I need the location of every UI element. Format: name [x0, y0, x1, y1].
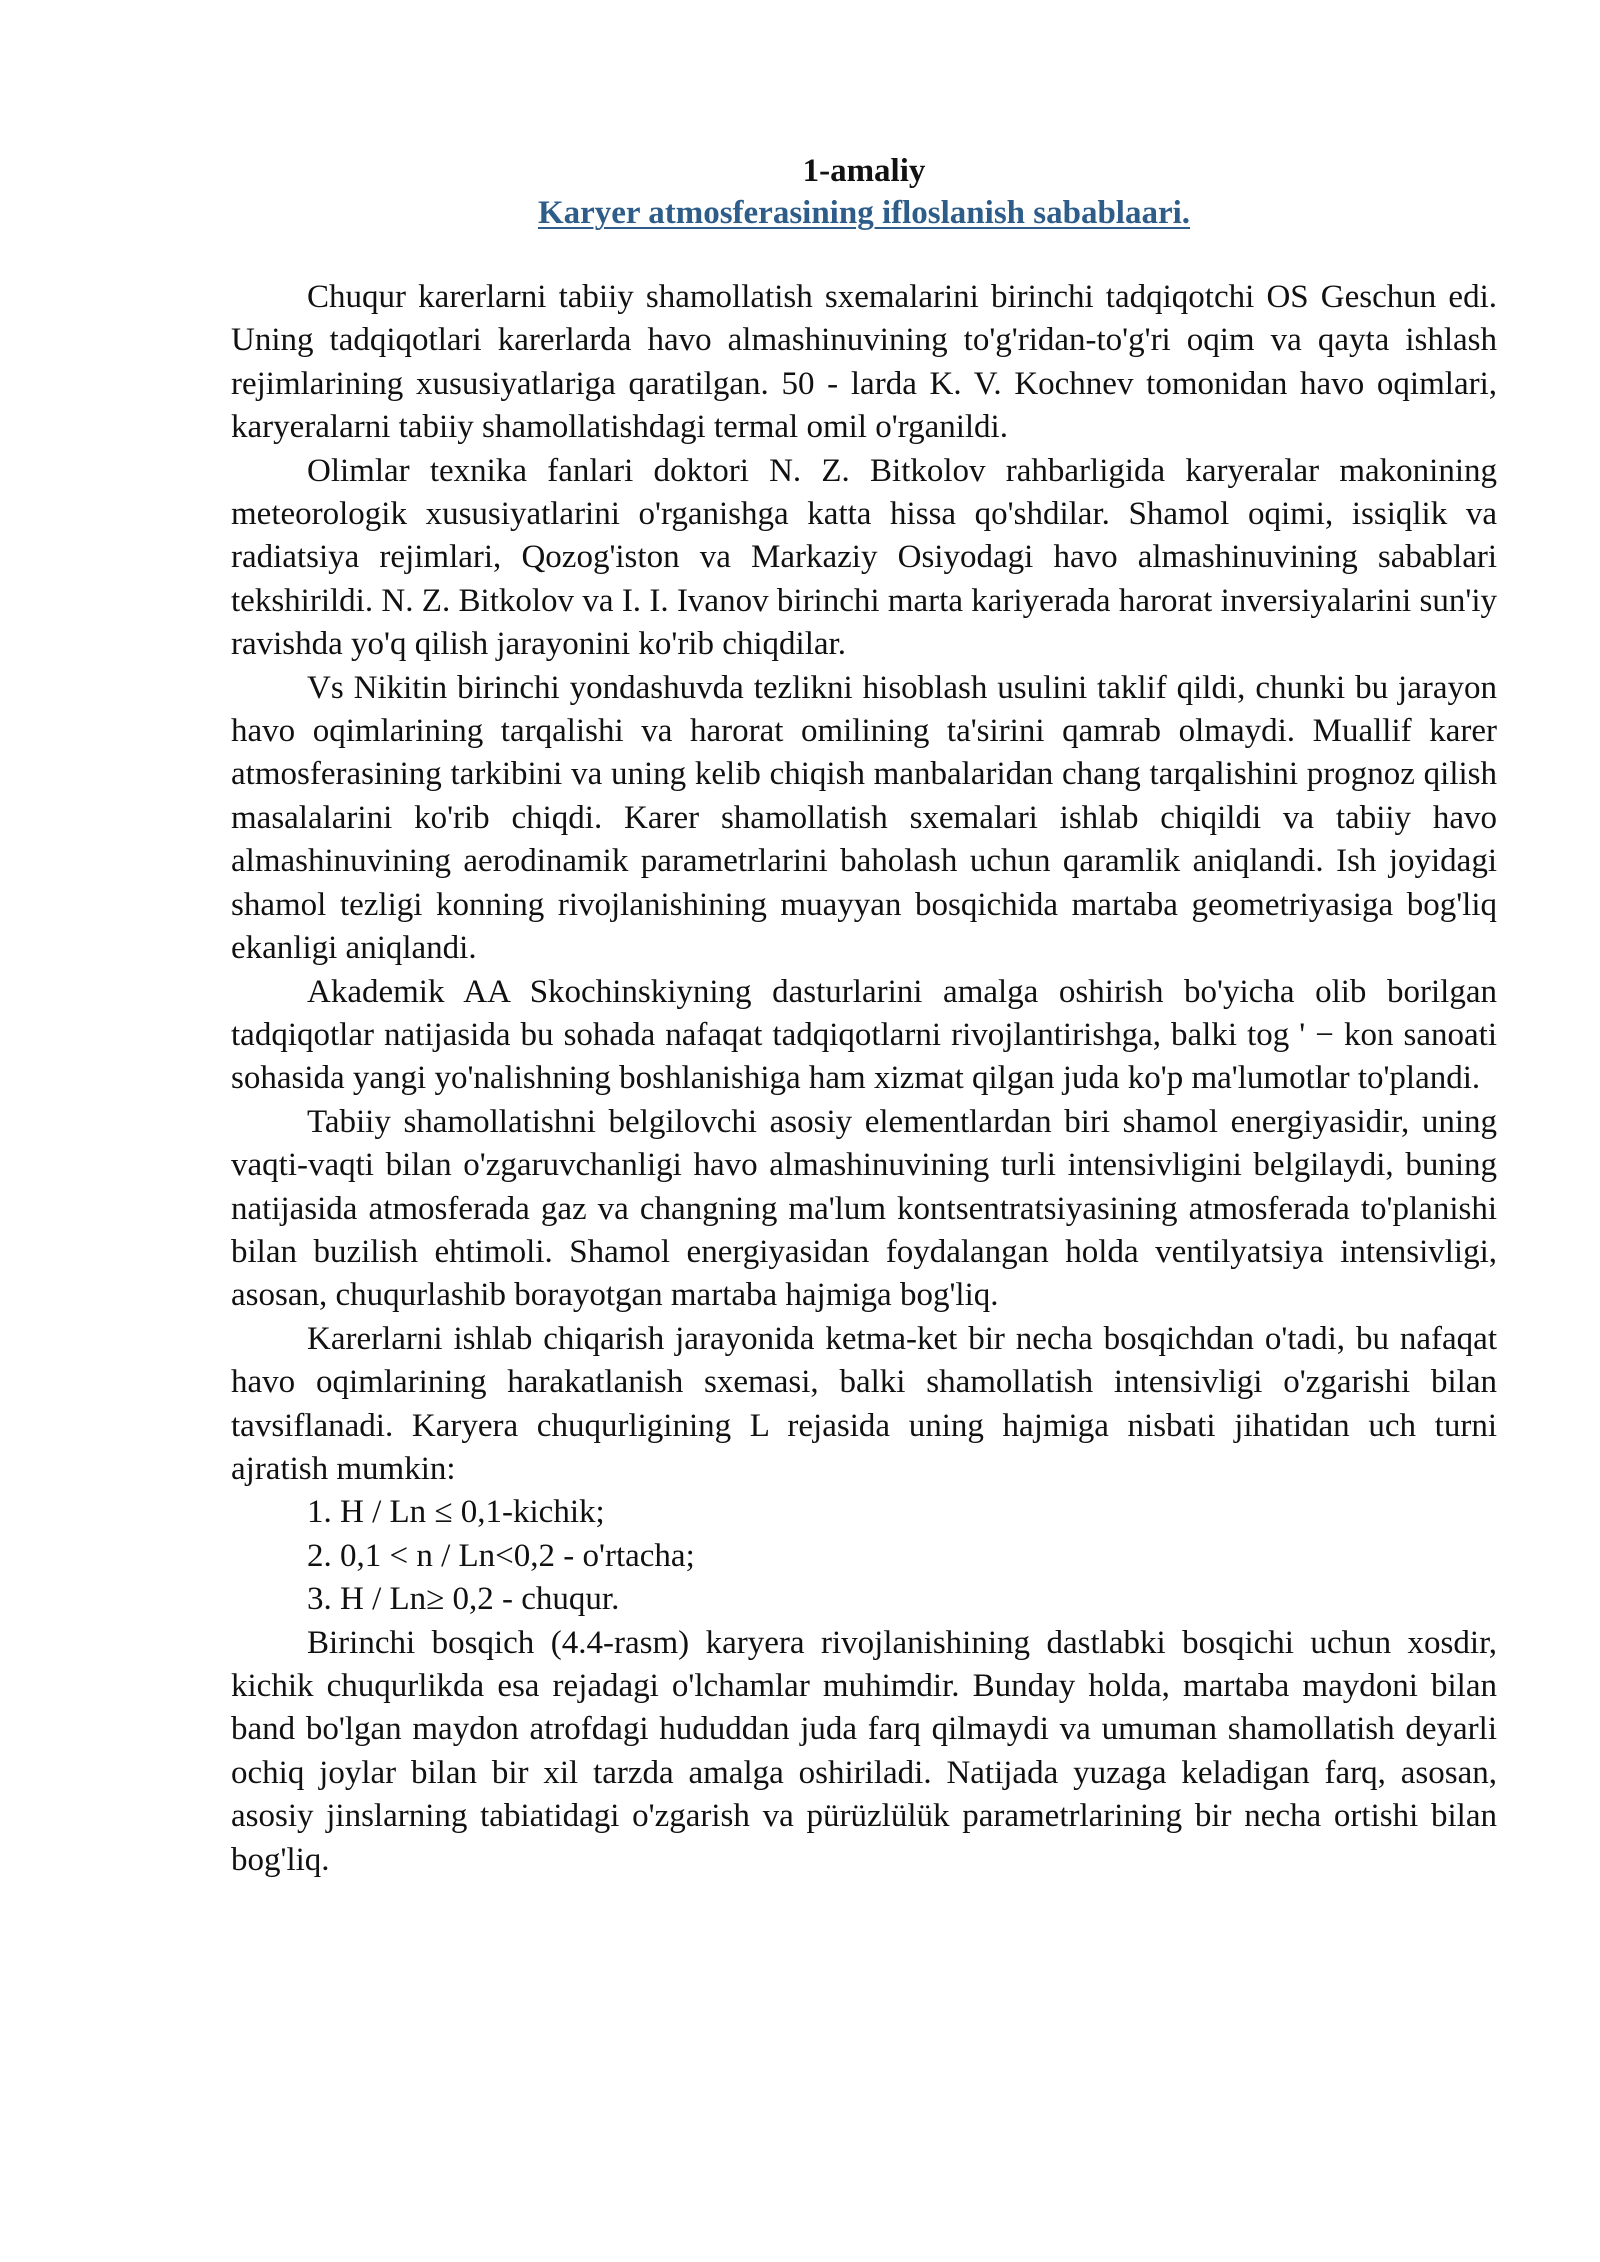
- paragraph-7: Birinchi bosqich (4.4-rasm) karyera rivojlanishining dastlabki bosqichi uchun xosdir, kichik chuqurlikda esa rejadagi o'lchamlar muhimdir. Bunday holda, martaba maydoni bilan band bo'lgan maydon atrofdagi hududdan juda farq qilmaydi va umuman shamollatish deyarli ochiq joylar bilan bir xil tarzda amalga oshiriladi. Natijada yuzaga keladigan farq, asosan, asosiy jinslarning tabiatidagi o'zgarish va pürüzlülük parametrlarining bir necha ortishi bilan bog'liq.: [231, 1624, 1497, 1878]
- list-item-1: 1. H / Ln ≤ 0,1-kichik;: [307, 1494, 605, 1531]
- paragraph-3: Vs Nikitin birinchi yondashuvda tezlikni hisoblash usulini taklif qildi, chunki bu jarayon havo oqimlarining tarqalishi va harorat omilining ta'sirini qamrab olmaydi. Muallif karer atmosferasining tarkibini va uning kelib chiqish manbalaridan chang tarqalishini prognoz qilish masalalarini ko'rib chiqdi. Karer shamollatish sxemalari ishlab chiqildi va tabiiy havo almashinuvining aerodinamik parametrlarini baholash uchun qaramlik aniqlandi. Ish joyidagi shamol tezligi konning rivojlanishining muayyan bosqichida martaba geometriyasiga bog'liq ekanligi aniqlandi.: [231, 669, 1497, 967]
- list-item-2: 2. 0,1 < n / Ln<0,2 - o'rtacha;: [307, 1537, 695, 1574]
- paragraph-6: Karerlarni ishlab chiqarish jarayonida ketma-ket bir necha bosqichdan o'tadi, bu nafaqat havo oqimlarining harakatlanish sxemasi, balki shamollatish intensivligi o'zgarishi bilan tavsiflanadi. Karyera chuqurligining L rejasida uning hajmiga nisbati jihatidan uch turni ajratish mumkin:: [231, 1320, 1497, 1487]
- document-page: [231, 150, 1497, 1882]
- paragraph-1: Chuqur karerlarni tabiiy shamollatish sxemalarini birinchi tadqiqotchi OS Geschun edi. Uning tadqiqotlari karerlarda havo almashinuvining to'g'ridan-to'g'ri oqim va qayta ishlash rejimlarining xususiyatlariga qaratilgan. 50 - larda K. V. Kochnev tomonidan havo oqimlari, karyeralarni tabiiy shamollatishdagi termal omil o'rganildi.: [231, 279, 1497, 446]
- document-title: 1-amaliy: [802, 153, 926, 189]
- paragraph-5: Tabiiy shamollatishni belgilovchi asosiy elementlardan biri shamol energiyasidir, uning vaqti-vaqti bilan o'zgaruvchanligi havo almashinuvining turli intensivligini belgilaydi, buning natijasida atmosferada gaz va changning ma'lum kontsentratsiyasining atmosferada to'planishi bilan buzilish ehtimoli. Shamol energiyasidan foydalangan holda ventilyatsiya intensivligi, asosan, chuqurlashib borayotgan martaba hajmiga bog'liq.: [231, 1103, 1497, 1314]
- paragraph-4: Akademik AA Skochinskiyning dasturlarini amalga oshirish bo'yicha olib borilgan tadqiqotlar natijasida bu sohada nafaqat tadqiqotlarni rivojlantirishga, balki tog ' − kon sanoati sohasida yangi yo'nalishning boshlanishiga ham xizmat qilgan juda ko'p ma'lumotlar to'plandi.: [231, 973, 1497, 1097]
- paragraph-2: Olimlar texnika fanlari doktori N. Z. Bitkolov rahbarligida karyeralar makonining meteorologik xususiyatlarini o'rganishga katta hissa qo'shdilar. Shamol oqimi, issiqlik va radiatsiya rejimlari, Qozog'iston va Markaziy Osiyodagi havo almashinuvining sabablari tekshirildi. N. Z. Bitkolov va I. I. Ivanov birinchi marta kariyerada harorat inversiyalarini sun'iy ravishda yo'q qilish jarayonini ko'rib chiqdilar.: [231, 452, 1497, 663]
- document-subtitle: Karyer atmosferasining ifloslanish sabablaari.: [537, 195, 1191, 231]
- list-item-3: 3. H / Ln≥ 0,2 - chuqur.: [307, 1581, 620, 1618]
